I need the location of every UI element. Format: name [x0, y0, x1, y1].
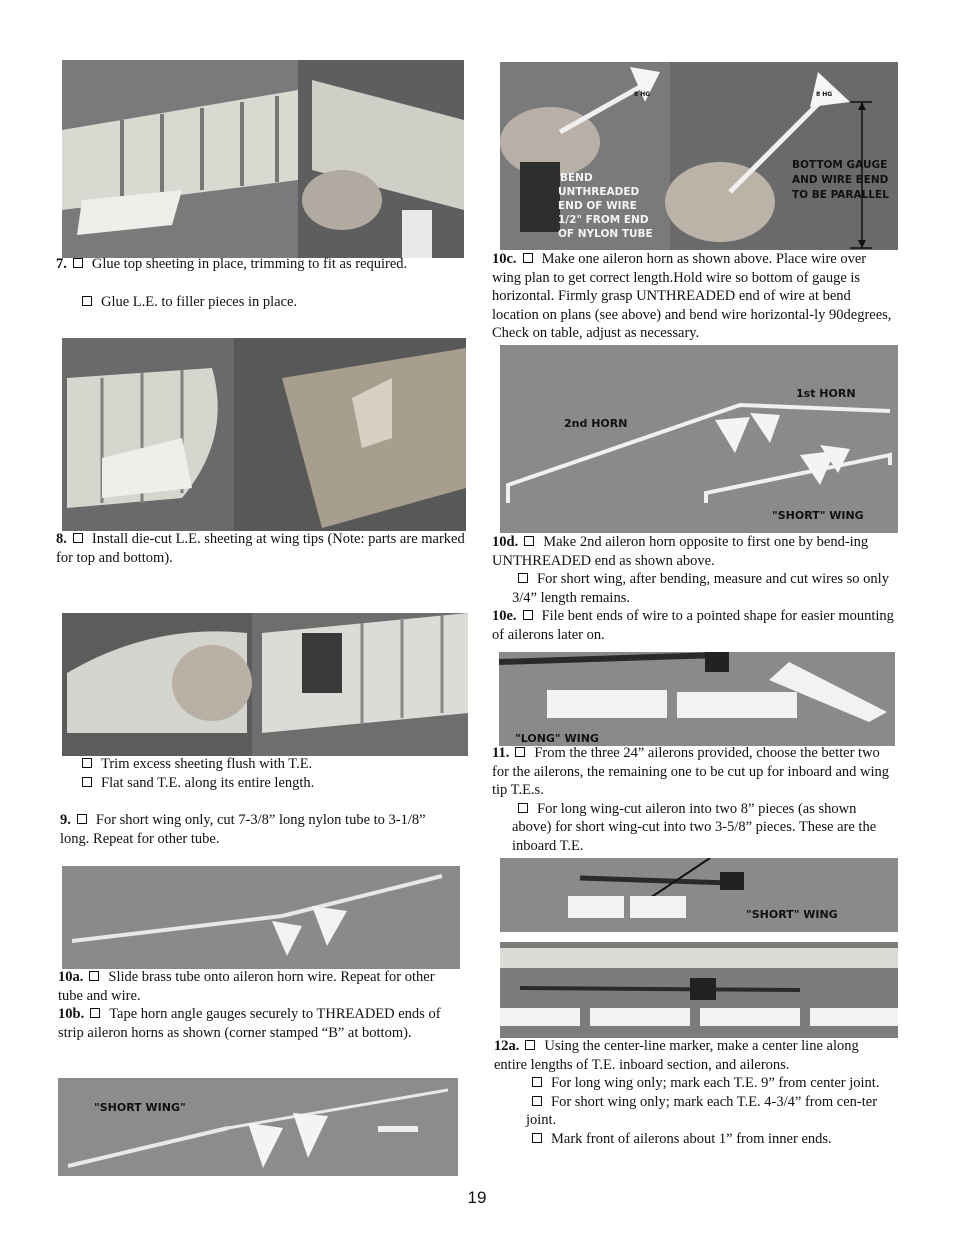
checkbox-empty-icon[interactable]	[73, 533, 83, 543]
label-bend-instructions: BEND UNTHREADED END OF WIRE 1/2" FROM END OF NYLON TUBE	[558, 172, 653, 240]
label-bottom-gauge: BOTTOM GAUGE AND WIRE BEND TO BE PARALLEL	[792, 159, 889, 201]
checkbox-empty-icon[interactable]	[73, 258, 83, 268]
checkbox-empty-icon[interactable]	[518, 573, 528, 583]
step-8-trim: Trim excess sheeting flush with T.E. Flat sand T.E. along its entire length.	[56, 755, 466, 792]
page-number: 19	[467, 1188, 487, 1207]
label-1st-horn: 1st HORN	[796, 387, 856, 400]
step-8: 8. Install die-cut L.E. sheeting at wing tips (Note: parts are marked for top and bottom).	[56, 531, 465, 566]
step-7b: Glue L.E. to filler pieces in place.	[56, 293, 466, 312]
checkbox-empty-icon[interactable]	[82, 758, 92, 768]
checkbox-empty-icon[interactable]	[523, 253, 533, 263]
checkbox-empty-icon[interactable]	[525, 1040, 535, 1050]
checkbox-empty-icon[interactable]	[90, 1008, 100, 1018]
svg-text:8 HG: 8 HG	[816, 91, 833, 98]
photo-step-11	[499, 652, 895, 746]
checkbox-empty-icon[interactable]	[532, 1077, 542, 1087]
checkbox-empty-icon[interactable]	[515, 747, 525, 757]
checkbox-empty-icon[interactable]	[77, 814, 87, 824]
label-short-wing-12: "SHORT" WING	[746, 908, 838, 921]
svg-text:8 HG: 8 HG	[634, 91, 651, 98]
checkbox-empty-icon[interactable]	[89, 971, 99, 981]
photo-step-8-trim	[62, 613, 468, 756]
step-10d-10e: 10d. Make 2nd aileron horn opposite to first one by bend-ing UNTHREADED end as shown above. For short wing, after bending, measure and cut wires so only 3/4” length remains. 10e. File bent ends of wire to a pointed shape for easier mounting of ailerons later on.	[492, 534, 894, 643]
photo-step-10c	[500, 62, 898, 250]
step-10c: 10c. Make one aileron horn as shown above. Place wire over wing plan to get correct length.Hold wire so bottom of gauge is horizontal. Firmly grasp UNTHREADED end of wire at bend location on plans (see above) and bend wire horizontal-ly 90degrees, Check on table, adjust as necessary.	[492, 251, 892, 341]
checkbox-empty-icon[interactable]	[523, 610, 533, 620]
photo-step-7	[62, 60, 464, 258]
checkbox-empty-icon[interactable]	[532, 1096, 542, 1106]
photo-step-10b	[58, 1078, 458, 1176]
step-10a-10b: 10a. Slide brass tube onto aileron horn wire. Repeat for other tube and wire. 10b. Tape horn angle gauges securely to THREADED ends of strip aileron horns as shown (corner stamped “B” at bottom).	[58, 969, 441, 1041]
step-11: 11. From the three 24” ailerons provided, choose the better two for the ailerons, the remaining one to be cut up for inboard and wing tip T.E.s. For long wing-cut aileron into two 8” pieces (as shown above) for short wing-cut into two 3-5/8” pieces. These are the inboard T.E.	[492, 745, 890, 854]
checkbox-empty-icon[interactable]	[82, 296, 92, 306]
photo-step-12a	[500, 858, 898, 1038]
label-long-wing: "LONG" WING	[515, 732, 599, 745]
step-12a: 12a. Using the center-line marker, make a center line along entire lengths of T.E. inboard section, and ailerons. For long wing only; mark each T.E. 9” from center joint. For short wing only; mark each T.E. 4-3/4” from cen-ter joint. Mark front of ailerons about 1” from inner ends.	[494, 1038, 880, 1147]
step-7: 7. Glue top sheeting in place, trimming to fit as required.	[56, 256, 408, 272]
checkbox-empty-icon[interactable]	[532, 1133, 542, 1143]
label-short-wing-10d: "SHORT" WING	[772, 509, 864, 522]
photo-step-10d	[500, 345, 898, 533]
label-short-wing: "SHORT WING"	[94, 1101, 186, 1114]
photo-step-8	[62, 338, 466, 531]
photo-step-10a	[62, 866, 460, 969]
label-2nd-horn: 2nd HORN	[564, 417, 628, 430]
checkbox-empty-icon[interactable]	[518, 803, 528, 813]
step-9: 9. For short wing only, cut 7-3/8” long nylon tube to 3-1/8” long. Repeat for other tube.	[60, 812, 426, 847]
checkbox-empty-icon[interactable]	[82, 777, 92, 787]
checkbox-empty-icon[interactable]	[524, 536, 534, 546]
